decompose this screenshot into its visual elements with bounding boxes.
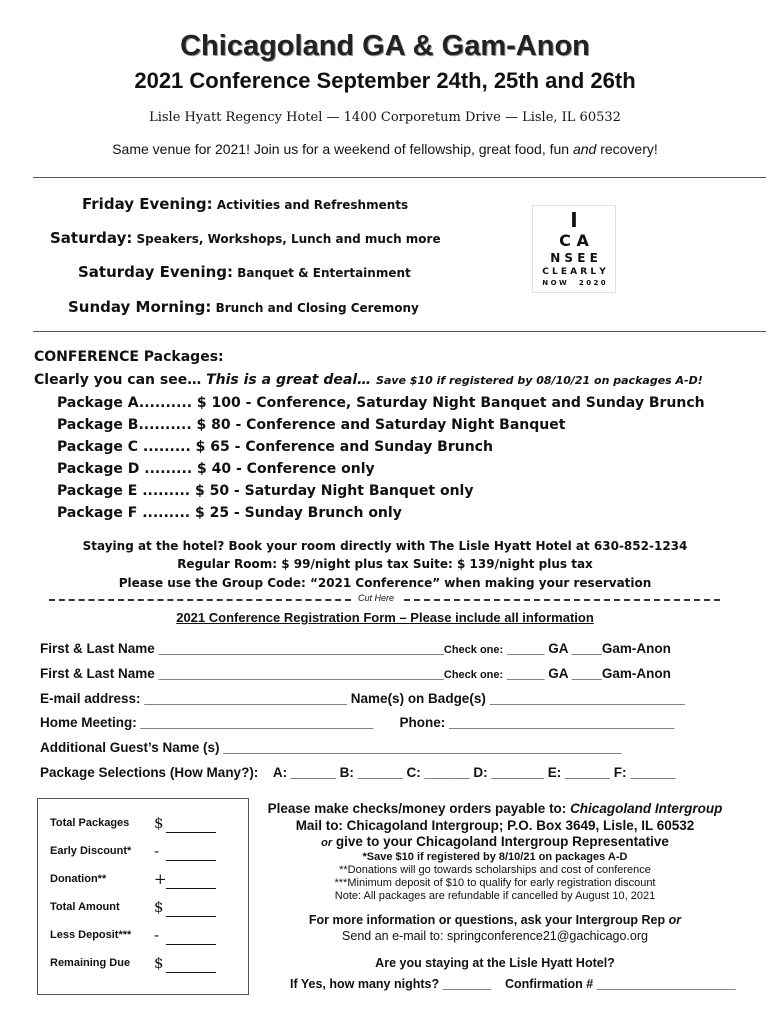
package-a-qty[interactable]: ______ (290, 765, 336, 780)
package-f: Package F ......... $ 25 - Sunday Brunch only (57, 505, 402, 521)
note-donations: **Donations will go towards scholarships and cost of conference (339, 864, 651, 876)
early-discount-field[interactable] (166, 860, 216, 861)
email-row: E-mail address: ___________________________ Name(s) on Badge(s) __________________________ (40, 691, 685, 706)
package-e: Package E ......... $ 50 - Saturday Night Banquet only (57, 483, 474, 499)
package-selection-row: Package Selections (How Many?): A: ______ B: ______ C: ______ D: _______ E: ______ F: ______ (40, 765, 676, 780)
total-amount-field[interactable] (166, 916, 216, 917)
package-d-qty[interactable]: _______ (491, 765, 544, 780)
mail-to: Mail to: Chicagoland Intergroup; P.O. Box 3649, Lisle, IL 60532 (295, 818, 695, 833)
package-e-qty[interactable]: ______ (564, 765, 611, 780)
cut-line-left (49, 599, 351, 601)
donation-label: Donation** (50, 873, 107, 885)
gamanon-check-2[interactable]: ____ (571, 666, 602, 681)
package-a: Package A.......... $ 100 - Conference, Saturday Night Banquet and Sunday Brunch (57, 395, 705, 411)
guest-row: Additional Guest’s Name (s) _____________________________________________________ (40, 740, 622, 755)
venue-address: Lisle Hyatt Regency Hotel — 1400 Corporetum Drive — Lisle, IL 60532 (149, 110, 621, 125)
remaining-due-field[interactable] (166, 972, 216, 973)
schedule-saturday: Saturday: Speakers, Workshops, Lunch and much more (50, 229, 441, 247)
package-f-qty[interactable]: ______ (630, 765, 676, 780)
nights-field[interactable]: If Yes, how many nights? _______ (290, 977, 492, 991)
divider (33, 331, 766, 332)
note-deposit: ***Minimum deposit of $10 to qualify for early registration discount (334, 877, 656, 889)
package-d: Package D ......... $ 40 - Conference only (57, 461, 375, 477)
total-amount-label: Total Amount (50, 901, 120, 913)
hotel-group-code: Please use the Group Code: “2021 Conference” when making your reservation (118, 576, 652, 590)
name-input-2[interactable]: ______________________________________ (158, 666, 444, 681)
guest-name-field[interactable]: _____________________________________________________ (223, 740, 622, 755)
totals-box: Total Packages $ Early Discount* - Donation** + Total Amount $ Less Deposit*** - Remaining Due $ (37, 798, 249, 995)
cut-here-label: Cut Here (358, 593, 395, 603)
early-discount-label: Early Discount* (50, 845, 132, 857)
gamanon-check-1[interactable]: ____ (571, 641, 602, 656)
contact-email: Send an e-mail to: springconference21@gachicago.org (342, 929, 648, 943)
packages-lead: Clearly you can see… This is a great deal… Save $10 if registered by 08/10/21 on packages A-D! (34, 372, 703, 388)
give-to: or give to your Chicagoland Intergroup Representative (321, 834, 669, 849)
packages-heading: CONFERENCE Packages: (34, 349, 224, 365)
email-field[interactable]: ___________________________ (144, 691, 348, 706)
stay-question: Are you staying at the Lisle Hyatt Hotel? (375, 956, 615, 970)
form-title: 2021 Conference Registration Form – Please include all information (176, 610, 594, 625)
package-b: Package B.......... $ 80 - Conference and Saturday Night Banquet (57, 417, 566, 433)
note-refund: Note: All packages are refundable if cancelled by August 10, 2021 (334, 890, 656, 902)
divider (33, 177, 766, 178)
name-row-1: First & Last Name ______________________________________Check one: _____ GA ____Gam-Anon (40, 641, 671, 656)
phone-field[interactable]: ______________________________ (449, 715, 675, 730)
package-c-qty[interactable]: ______ (424, 765, 470, 780)
total-packages-label: Total Packages (50, 817, 130, 829)
name-input-1[interactable]: ______________________________________ (158, 641, 444, 656)
confirmation-field[interactable]: Confirmation # ____________________ (505, 977, 736, 991)
schedule-friday: Friday Evening: Activities and Refreshments (82, 195, 409, 213)
meeting-row: Home Meeting: _______________________________ Phone: ______________________________ (40, 715, 675, 730)
cut-line-right (404, 599, 720, 601)
name-row-2: First & Last Name ______________________________________Check one: _____ GA ____Gam-Anon (40, 666, 671, 681)
info-contact: For more information or questions, ask your Intergroup Rep or (308, 913, 682, 927)
eye-chart-logo: I C A N S E E C L E A R L Y N O W 2 0 2 0 (532, 205, 616, 293)
badge-name-field[interactable]: __________________________ (489, 691, 685, 706)
payable-to: Please make checks/money orders payable to: Chicagoland Intergroup (267, 801, 723, 816)
home-meeting-field[interactable]: _______________________________ (140, 715, 374, 730)
note-save: *Save $10 if registered by 8/10/21 on packages A-D (362, 851, 628, 863)
hotel-booking: Staying at the hotel? Book your room directly with The Lisle Hyatt Hotel at 630-852-1234 (82, 539, 688, 553)
ga-check-2[interactable]: _____ (506, 666, 545, 681)
package-c: Package C ......... $ 65 - Conference and Sunday Brunch (57, 439, 493, 455)
donation-field[interactable] (166, 888, 216, 889)
hotel-rates: Regular Room: $ 99/night plus tax Suite: $ 139/night plus tax (177, 557, 593, 571)
remaining-due-label: Remaining Due (50, 957, 131, 969)
schedule-sunday: Sunday Morning: Brunch and Closing Ceremony (68, 298, 419, 316)
package-b-qty[interactable]: ______ (357, 765, 403, 780)
page-title: Chicagoland GA & Gam-Anon (180, 30, 590, 62)
schedule-saturday-evening: Saturday Evening: Banquet & Entertainment (78, 263, 411, 281)
same-venue-text: Same venue for 2021! Join us for a weekend of fellowship, great food, fun and recovery! (112, 141, 658, 157)
ga-check-1[interactable]: _____ (506, 641, 545, 656)
less-deposit-field[interactable] (166, 944, 216, 945)
less-deposit-label: Less Deposit*** (50, 929, 132, 941)
total-packages-field[interactable] (166, 832, 216, 833)
conference-dates: 2021 Conference September 24th, 25th and 26th (134, 68, 636, 93)
